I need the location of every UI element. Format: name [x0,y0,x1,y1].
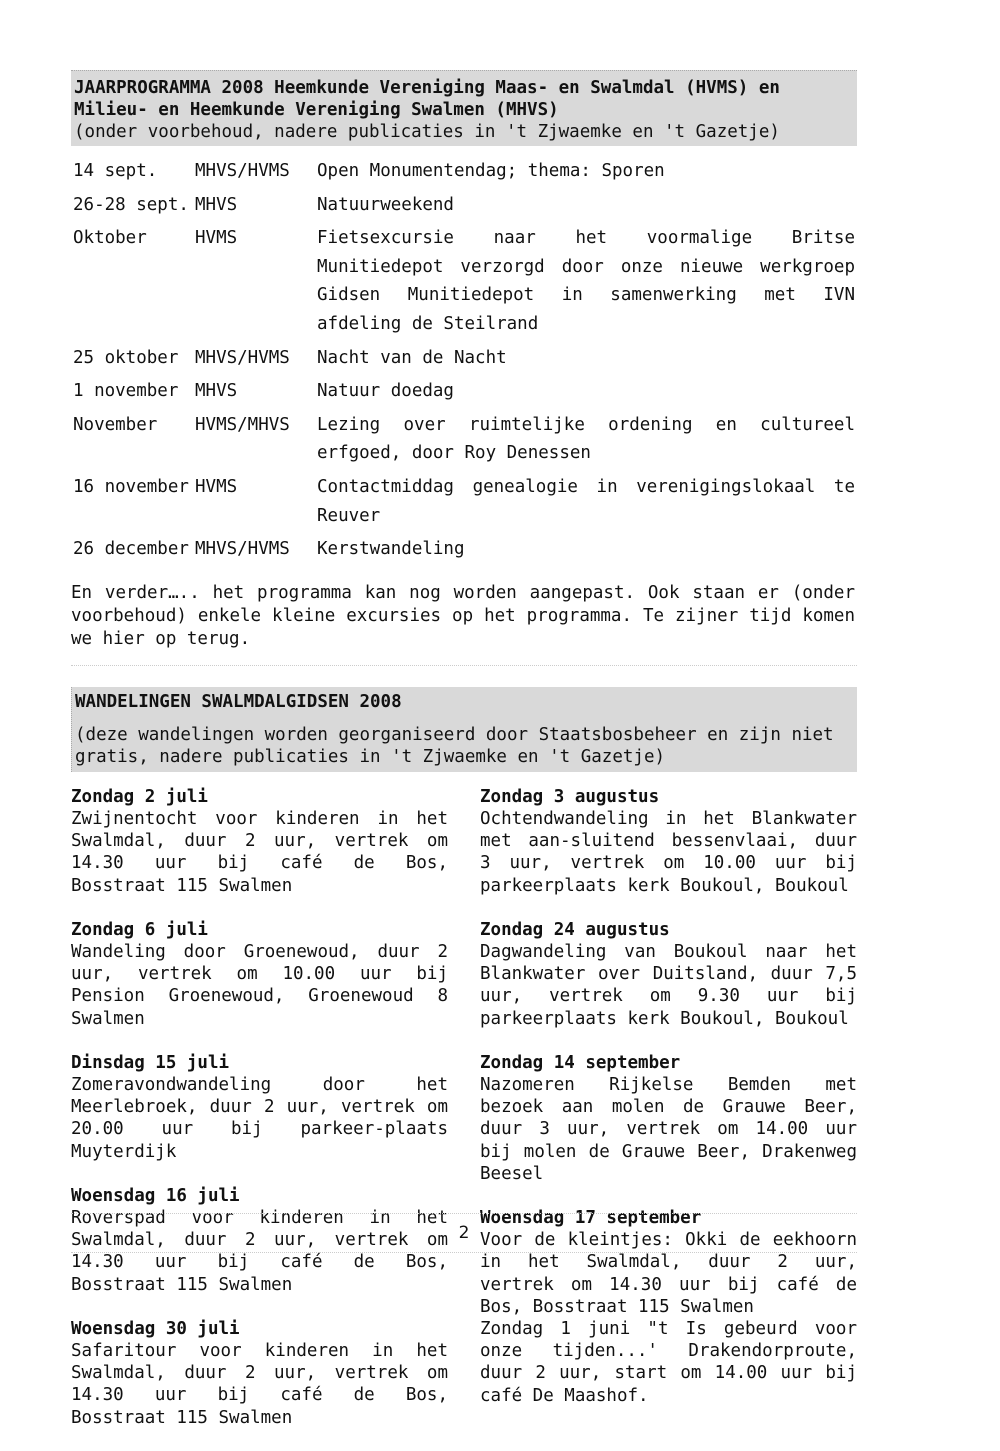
walks-section [71,687,857,1451]
walk-entry [480,786,857,897]
row-activity: Nacht van de Nacht [317,347,507,368]
walk-description: Roverspad voor kinderen in het Swalmdal, duur 2 uur, vertrek om 14.30 uur bij café de Bos, Bosstraat 115 Swalmen [71,1207,448,1295]
walk-date: Woensdag 16 juli [71,1185,240,1206]
row-organizer: MHVS/HVMS [195,347,290,368]
walk-date: Woensdag 30 juli [71,1318,240,1339]
walk-extra-description: Zondag 1 juni "t Is gebeurd voor onze tijden...' Drakendorproute, duur 2 uur, start om 14.00 uur bij café De Maashof. [480,1318,857,1406]
table-row [71,341,857,375]
row-organizer: HVMS [195,476,238,497]
table-row [71,188,857,222]
walk-date: Woensdag 17 september [480,1207,702,1228]
row-activity: Fietsexcursie naar het voormalige Britse Munitiedepot verzorgd door onze nieuwe werkgroep Gidsen Munitiedepot in samenwerking met IVN afdeling de Steilrand [317,228,855,334]
walk-entry [480,919,857,1030]
walk-date: Zondag 2 juli [71,786,208,807]
walk-description: Zwijnentocht voor kinderen in het Swalmdal, duur 2 uur, vertrek om 14.30 uur bij café de Bos, Bosstraat 115 Swalmen [71,808,448,896]
walk-entry [480,1052,857,1185]
program-title: JAARPROGRAMMA 2008 Heemkunde Vereniging Maas- en Swalmdal (HVMS) en Milieu- en Heemkunde Vereniging Swalmen (MHVS) [74,78,780,120]
row-date: 14 sept. [73,161,158,181]
row-activity: Natuur doedag [317,381,454,402]
walks-columns [71,786,857,1451]
row-organizer: MHVS [195,381,238,402]
walk-description: Safaritour voor kinderen in het Swalmdal, duur 2 uur, vertrek om 14.30 uur bij café de Bos, Bosstraat 115 Swalmen [71,1340,448,1428]
row-organizer: MHVS [195,194,238,215]
section-divider [71,665,857,666]
walk-description: Voor de kleintjes: Okki de eekhoorn in het Swalmdal, duur 2 uur, vertrek om 14.30 uur bij café de Bos, Bosstraat 115 Swalmen [480,1230,857,1317]
row-organizer: HVMS/MHVS [195,414,290,435]
walk-entry [71,1318,448,1429]
walk-date: Zondag 3 augustus [480,786,660,807]
row-date: November [73,414,158,435]
walk-description: Dagwandeling van Boukoul naar het Blankwater over Duitsland, duur 7,5 uur, vertrek om 9.30 uur bij parkeerplaats kerk Boukoul, Boukoul [480,941,857,1029]
program-header [71,70,857,146]
table-row [71,408,857,470]
row-date: 1 november [73,381,179,402]
row-date: 26-28 sept. [73,194,189,215]
table-row [71,470,857,532]
table-row [71,374,857,408]
row-date: 26 december [73,539,189,560]
walk-description: Zomeravondwandeling door het Meerlebroek, duur 2 uur, vertrek om 20.00 uur bij parkeer-plaats Muyterdijk [71,1074,448,1162]
program-schedule-table [71,154,857,566]
walk-description: Wandeling door Groenewoud, duur 2 uur, vertrek om 10.00 uur bij Pension Groenewoud, Groenewoud 8 Swalmen [71,941,448,1029]
row-organizer: HVMS [195,228,238,249]
row-organizer: MHVS/HVMS [195,161,290,181]
program-subtitle: (onder voorbehoud, nadere publicaties in 't Zjwaemke en 't Gazetje) [74,122,780,142]
table-row [71,154,857,188]
row-activity: Natuurweekend [317,194,454,215]
walk-date: Zondag 24 augustus [480,919,670,940]
walk-date: Zondag 6 juli [71,919,208,940]
walks-subtitle: (deze wandelingen worden georganiseerd door Staatsbosbeheer en zijn niet gratis, nadere publicaties in 't Zjwaemke en 't Gazetje) [75,724,834,767]
walk-entry [71,919,448,1030]
walk-date: Zondag 14 september [480,1052,681,1073]
row-organizer: MHVS/HVMS [195,539,290,560]
row-activity: Kerstwandeling [317,539,465,560]
table-row [71,532,857,566]
row-activity: Contactmiddag genealogie in verenigingslokaal te Reuver [317,476,855,526]
walk-date: Dinsdag 15 juli [71,1052,230,1073]
row-date: 25 oktober [73,347,179,368]
walk-entry [71,1052,448,1163]
walks-right-column [480,786,857,1451]
program-note: En verder….. het programma kan nog worden aangepast. Ook staan er (onder voorbehoud) enkele kleine excursies op het programma. Te zijner tijd komen we hier op terug. [71,582,855,649]
page-footer [71,1213,857,1253]
walk-entry [71,786,448,897]
row-date: 16 november [73,476,189,497]
walk-description: Ochtendwandeling in het Blankwater met aan-sluitend bessenvlaai, duur 3 uur, vertrek om 10.00 uur bij parkeerplaats kerk Boukoul, Boukoul [480,808,857,896]
row-activity: Lezing over ruimtelijke ordening en cultureel erfgoed, door Roy Denessen [317,414,855,464]
table-row [71,221,857,340]
walks-left-column [71,786,448,1451]
walk-description: Nazomeren Rijkelse Bemden met bezoek aan molen de Grauwe Beer, duur 3 uur, vertrek om 14.00 uur bij molen de Grauwe Beer, Drakenweg Beesel [480,1074,857,1184]
row-date: Oktober [73,228,147,249]
row-activity: Open Monumentendag; thema: Sporen [317,161,665,181]
walks-title: WANDELINGEN SWALMDALGIDSEN 2008 [75,691,402,712]
page-number: 2 [458,1223,470,1243]
walks-header [71,687,857,772]
